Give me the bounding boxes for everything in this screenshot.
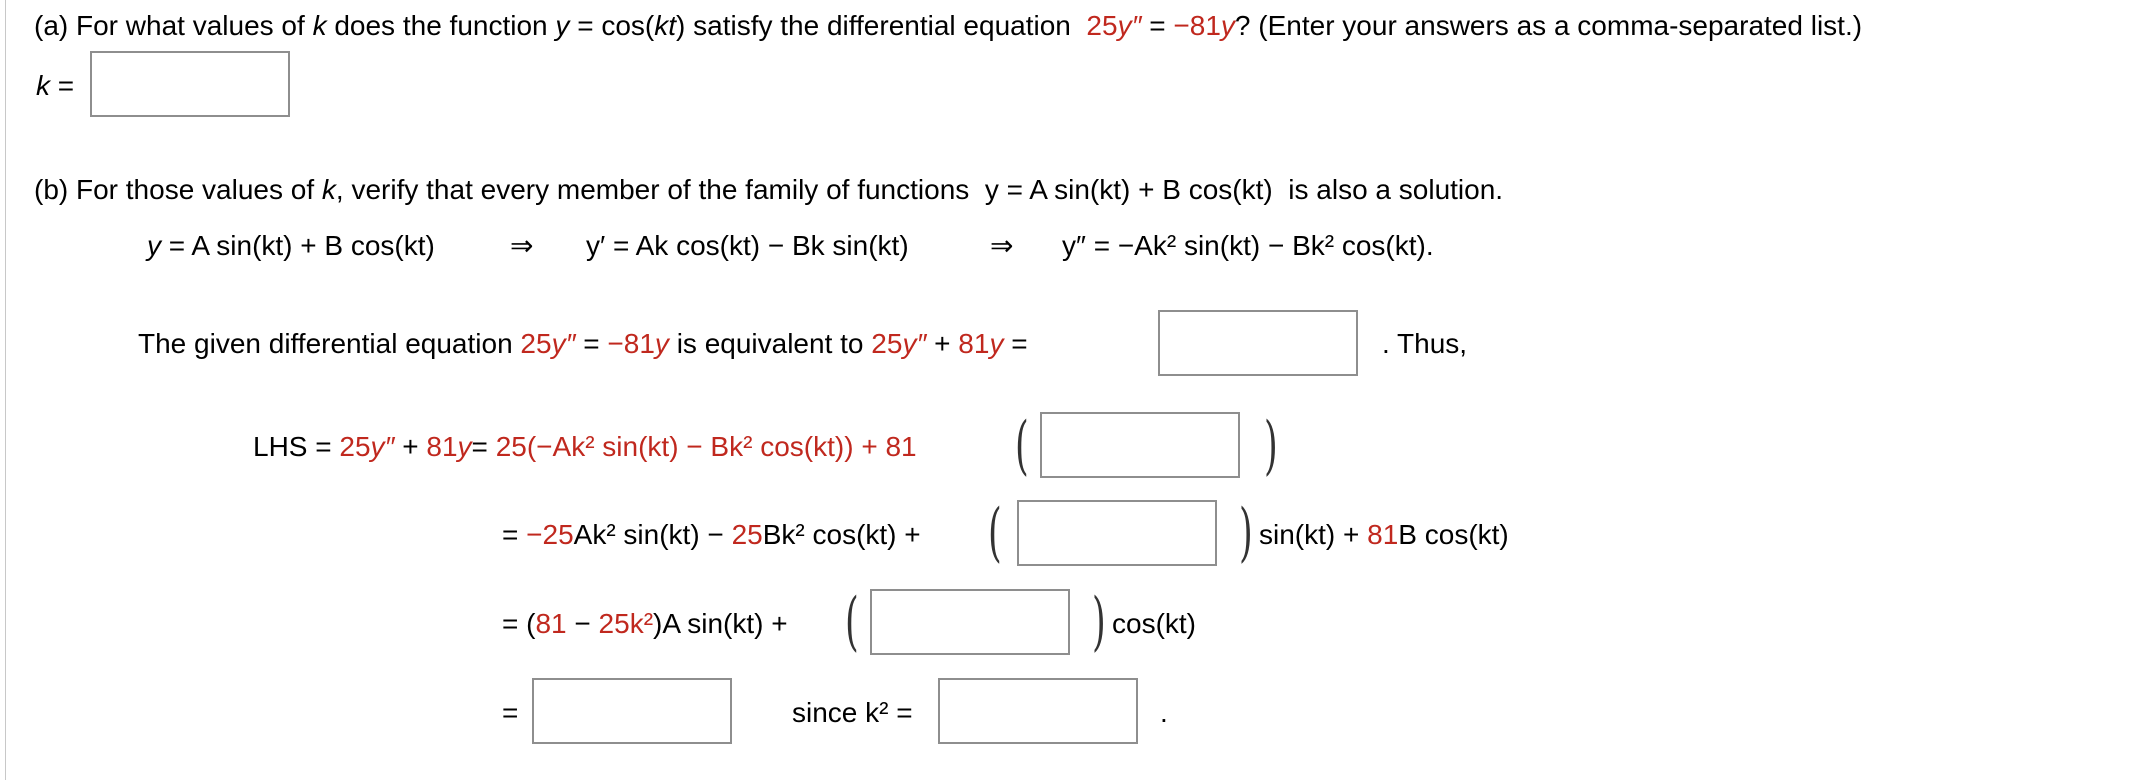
- lhs-substitution-input[interactable]: [1040, 412, 1240, 478]
- derivative-y-double-prime: y″ = −Ak² sin(kt) − Bk² cos(kt).: [1062, 230, 1434, 261]
- sin-coefficient-input[interactable]: [1017, 500, 1217, 566]
- k-squared-input[interactable]: [938, 678, 1138, 744]
- left-paren-line3: (: [845, 585, 859, 659]
- equivalent-rhs-input[interactable]: [1158, 310, 1358, 376]
- left-border: [5, 0, 6, 780]
- cos-coefficient-input[interactable]: [870, 589, 1070, 655]
- part-b-intro: (b) For those values of k, verify that every member of the family of functions y = A sin(kt) + B cos(kt) is also a solution.: [34, 174, 1504, 205]
- implies-arrow-1: ⇒: [510, 230, 534, 261]
- part-a-question: (a) For what values of k does the function y = cos(kt) satisfy the differential equation 25y″ = −81y? (Enter your answers as a comma-separated list.): [34, 10, 1863, 41]
- right-paren-line2: ): [1239, 496, 1253, 570]
- lhs-result-input[interactable]: [532, 678, 732, 744]
- part-a-answer-label: k =: [36, 70, 75, 101]
- right-paren-lhs: ): [1264, 409, 1278, 483]
- lhs-expression: LHS = 25y″ + 81y= 25(−Ak² sin(kt) − Bk² cos(kt)) + 81: [253, 431, 917, 462]
- left-paren-line2: (: [988, 496, 1002, 570]
- thus-text: . Thus,: [1382, 328, 1468, 359]
- line4-since: since k² =: [792, 697, 913, 728]
- k-values-input[interactable]: [90, 51, 290, 117]
- implies-arrow-2: ⇒: [990, 230, 1014, 261]
- left-paren-lhs: (: [1015, 409, 1029, 483]
- derivative-y-prime: y′ = Ak cos(kt) − Bk sin(kt): [586, 230, 909, 261]
- given-equation-text: The given differential equation 25y″ = −81y is equivalent to 25y″ + 81y =: [138, 328, 1028, 359]
- line3-tail: cos(kt): [1112, 608, 1196, 639]
- line4-period: .: [1160, 697, 1168, 728]
- line2-expression: = −25Ak² sin(kt) − 25Bk² cos(kt) +: [502, 519, 921, 550]
- line2-tail: sin(kt) + 81B cos(kt): [1259, 519, 1509, 550]
- right-paren-line3: ): [1092, 585, 1106, 659]
- line3-expression: = (81 − 25k²)A sin(kt) +: [502, 608, 788, 639]
- derivative-y: y = A sin(kt) + B cos(kt): [147, 230, 435, 261]
- line4-equals: =: [502, 697, 519, 728]
